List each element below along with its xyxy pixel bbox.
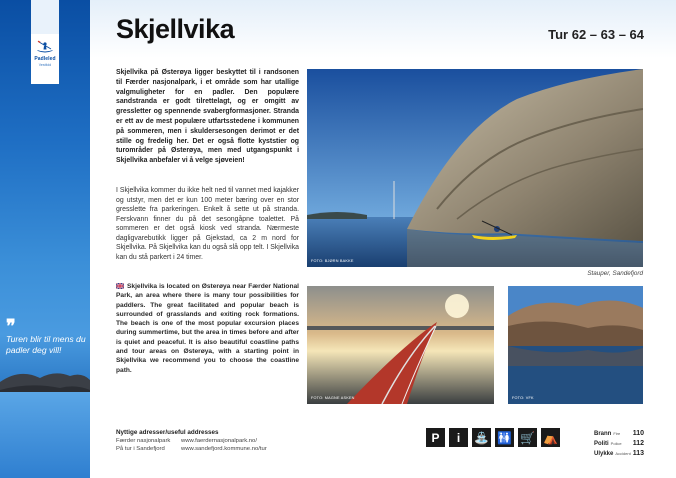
address-label: På tur i Sandefjord xyxy=(116,446,165,452)
logo-name: Padleled xyxy=(34,56,56,62)
address-label: Færder nasjonalpark xyxy=(116,438,171,444)
emergency-sub: Police xyxy=(610,441,622,446)
tour-numbers: Tur 62 – 63 – 64 xyxy=(548,27,644,42)
main-photo xyxy=(307,69,643,267)
address-url[interactable]: www.faerdernasjonalpark.no/ xyxy=(181,438,257,444)
emergency-label: Brann xyxy=(594,431,612,437)
uk-flag-icon xyxy=(116,283,124,289)
toilet-icon: 🚻 xyxy=(495,428,514,447)
left-sidebar xyxy=(0,0,90,478)
padleled-logo xyxy=(31,34,59,84)
address-row xyxy=(116,446,267,452)
addresses-title: Nyttige adresser/useful addresses xyxy=(116,429,219,436)
emergency-label: Ulykke xyxy=(594,451,614,457)
water-tap-icon: ⛲ xyxy=(472,428,491,447)
emergency-sub: Accident xyxy=(615,451,631,456)
emergency-numbers xyxy=(594,429,644,459)
sidebar-quote: Turen blir til mens du padler deg vill! xyxy=(6,334,86,355)
info-icon: i xyxy=(449,428,468,447)
kayak-photo-credit: FOTO: MAGNE ASKEN xyxy=(311,396,355,400)
logo-sub: Vestfold xyxy=(38,63,52,67)
rocks-photo xyxy=(508,286,643,404)
quote-icon: ❞ xyxy=(6,316,16,337)
facility-icons xyxy=(426,428,560,447)
emergency-number: 113 xyxy=(632,450,644,457)
main-photo-credit: FOTO: BJØRN BAKKE xyxy=(311,259,354,263)
emergency-label: Politi xyxy=(594,441,609,447)
parking-icon: P xyxy=(426,428,445,447)
emergency-row xyxy=(594,449,644,459)
body-paragraph: I Skjellvika kommer du ikke helt ned til vannet med kajakker og utstyr, men det er kun 100 meter bæring over en stor gresslette fra parkeringen. Enkelt å sette ut på stranda. Ferskvann finner du på det sesongåpne toalettet. På sommeren er det også kiosk ved stranda. Nærmeste dagligvarebutikk ligger på Gjekstad, ca 2 m nord for Skjellvika. På Skjellvika kan du også slå opp telt. I Skjellvika kan du stå parkert i 24 timer. xyxy=(116,187,299,261)
address-row xyxy=(116,438,257,444)
address-url[interactable]: www.sandefjord.kommune.no/tur xyxy=(181,446,267,452)
intro-paragraph: Skjellvika på Østerøya ligger beskyttet til i randsonen til Færder nasjonalpark, i et område som har utallige valgmuligheter for en padler. Den populære sandstranda er godt tilrettelagt, og er omgitt av gressletter og spennende svabergformasjoner. Stranda er ett av de mest populære utfartsstedene i kommunen på sommeren, men i skuldersesongen derimot er det stille og fredelig her. Det er også flotte kyststier og turområder på Østerøya, men med utgangspunkt i Skjellvika anbefaler vi å velge sjøveien! xyxy=(116,69,299,165)
page-title: Skjellvika xyxy=(116,14,235,44)
shop-icon: 🛒 xyxy=(518,428,537,447)
emergency-number: 112 xyxy=(632,440,644,447)
emergency-sub: Fire xyxy=(613,431,621,436)
kayak-photo xyxy=(307,286,494,404)
english-text: Skjellvika is located on Østerøya near Færder National Park, an area where there is many tour possibilities for paddlers. The great facilitated and popular beach is surrounded of grasslands and exiting rock formations. The beach is one of the most popular excursion places during summertime, but the area in times before and after is quiet and peaceful. It is also beautiful coastline paths and tour areas on Østerøya, with a starting point in Skjellvika we recommend you to choose the coastline path. xyxy=(116,283,299,374)
rocks-photo-credit: FOTO: VFK xyxy=(512,396,534,400)
emergency-row xyxy=(594,429,644,439)
english-paragraph xyxy=(116,282,299,375)
sidebar-water xyxy=(0,392,90,478)
emergency-row xyxy=(594,439,644,449)
main-photo-caption: Stauper, Sandefjord xyxy=(587,270,643,277)
kayaker-icon xyxy=(36,40,54,54)
emergency-number: 110 xyxy=(632,430,644,437)
tent-icon: ⛺ xyxy=(541,428,560,447)
